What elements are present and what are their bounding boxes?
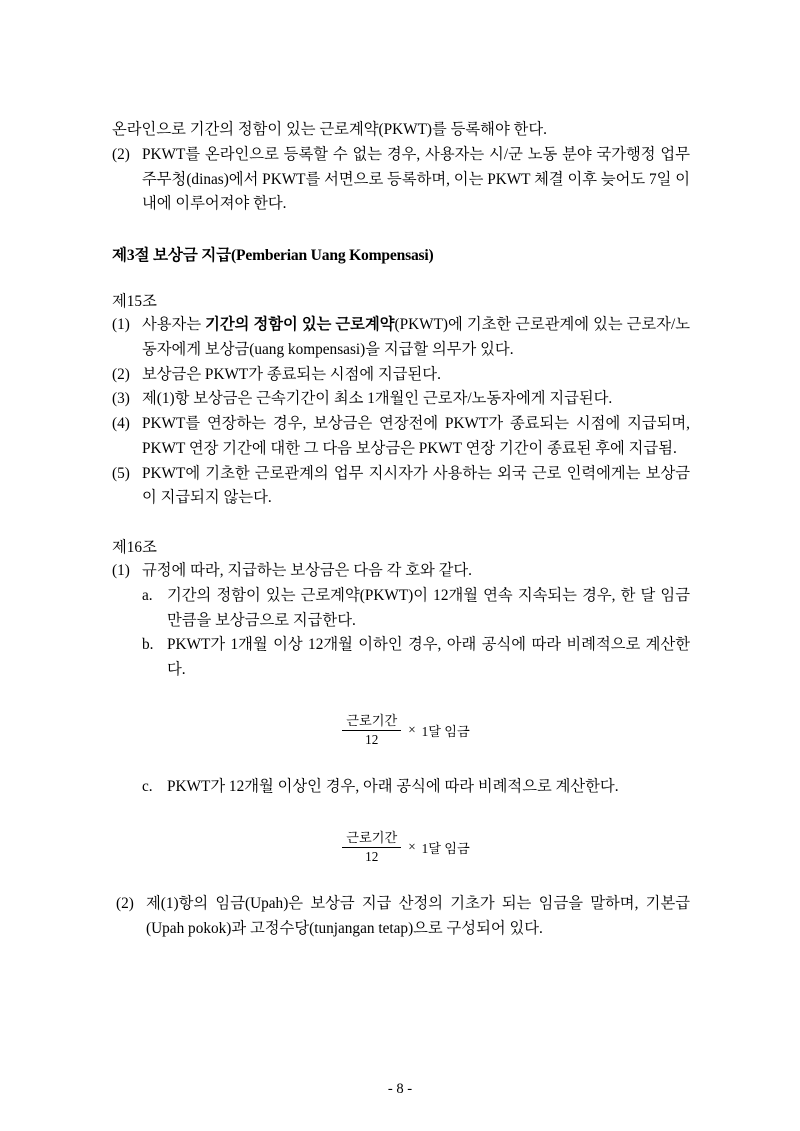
top-continuation-paragraph: 온라인으로 기간의 정함이 있는 근로계약(PKWT)를 등록해야 한다. — [112, 121, 547, 138]
article-16-subitem-a — [112, 584, 690, 634]
article-15-label: 제15조 — [112, 293, 157, 311]
item-text: PKWT를 연장하는 경우, 보상금은 연장전에 PKWT가 종료되는 시점에 지급되며, PKWT 연장 기간에 대한 그 다음 보상금은 PKWT 연장 기간이 종료된 후에 지급됨. — [142, 415, 690, 457]
item-text: PKWT에 기초한 근로관계의 업무 지시자가 사용하는 외국 근로 인력에게는 보상금이 지급되지 않는다. — [142, 464, 690, 507]
item-text: 제(1)항 보상금은 근속기간이 최소 1개월인 근로자/노동자에게 지급된다. — [142, 390, 613, 408]
item-text: PKWT를 온라인으로 등록할 수 없는 경우, 사용자는 시/군 노동 분야 국가행정 업무 주무청(dinas)에서 PKWT를 서면으로 등록하며, 이는 PKWT 체결 이후 늦어도 7일 이내에 이루어져야 한다. — [142, 145, 691, 213]
item-text: 규정에 따라, 지급하는 보상금은 다음 각 호와 같다. — [142, 562, 472, 580]
item-marker: (5) — [112, 464, 130, 482]
article-16-subitem-c — [112, 775, 690, 800]
multiplication-operator: × — [408, 722, 416, 738]
formula-expression — [342, 713, 470, 747]
fraction-numerator: 근로기간 — [346, 713, 398, 729]
item-marker: b. — [142, 636, 154, 654]
fraction-denominator: 12 — [365, 848, 379, 864]
item-text: PKWT가 12개월 이상인 경우, 아래 공식에 따라 비례적으로 계산한다. — [167, 778, 619, 796]
item-marker: (3) — [112, 390, 130, 408]
fraction-numerator: 근로기간 — [346, 829, 398, 845]
formula-expression — [342, 830, 470, 864]
item-text-emphasis: 기간의 정함이 있는 근로계약 — [205, 316, 395, 334]
item-marker: (4) — [112, 415, 130, 433]
item-marker: (2) — [116, 895, 134, 913]
page-number: - 8 - — [387, 1081, 413, 1097]
item-text: PKWT가 1개월 이상 12개월 이하인 경우, 아래 공식에 따라 비례적으로 계산한다. — [167, 636, 690, 679]
item-text: 기간의 정함이 있는 근로계약(PKWT)이 12개월 연속 지속되는 경우, 한 달 임금만큼을 보상금으로 지급한다. — [167, 586, 690, 629]
fraction — [342, 713, 401, 747]
item-text: 보상금은 PKWT가 종료되는 시점에 지급된다. — [142, 365, 441, 383]
multiplication-operator: × — [408, 839, 416, 855]
item-marker: c. — [142, 778, 153, 796]
item-marker: (2) — [112, 145, 130, 163]
article-16-subitem-b — [112, 633, 690, 683]
article-15-item-3 — [112, 387, 690, 412]
article-15-item-2 — [112, 363, 690, 388]
item-marker: a. — [142, 586, 153, 604]
item-text-lead: 사용자는 — [142, 316, 206, 334]
compensation-formula-b — [112, 713, 690, 747]
article-16-item-2 — [112, 892, 690, 942]
item-marker: (1) — [112, 316, 130, 334]
compensation-formula-c — [112, 830, 690, 864]
item-text-tail: (PKWT)에 기초한 근로관계에 있는 근로자/노동자에게 보상금(uang kompensasi)을 지급할 의무가 있다. — [142, 316, 690, 358]
item-marker: (2) — [112, 365, 130, 383]
article-15-item-4 — [112, 412, 690, 462]
formula-multiplier: 1달 임금 — [421, 723, 470, 739]
formula-multiplier: 1달 임금 — [421, 840, 470, 856]
item-marker: (1) — [112, 562, 130, 580]
article-15-item-1 — [112, 313, 690, 363]
article-16-item-1 — [112, 559, 690, 584]
article-15-item-5 — [112, 462, 690, 512]
top-numbered-item — [112, 143, 690, 217]
fraction — [342, 830, 401, 864]
section-heading: 제3절 보상금 지급(Pemberian Uang Kompensasi) — [112, 247, 434, 265]
item-text: 제(1)항의 임금(Upah)은 보상금 지급 산정의 기초가 되는 임금을 말하며, 기본급(Upah pokok)과 고정수당(tunjangan tetap)으로 구성되어 있다. — [146, 895, 690, 937]
article-16-label: 제16조 — [112, 539, 157, 557]
item-text — [142, 313, 690, 363]
fraction-denominator: 12 — [365, 731, 379, 747]
